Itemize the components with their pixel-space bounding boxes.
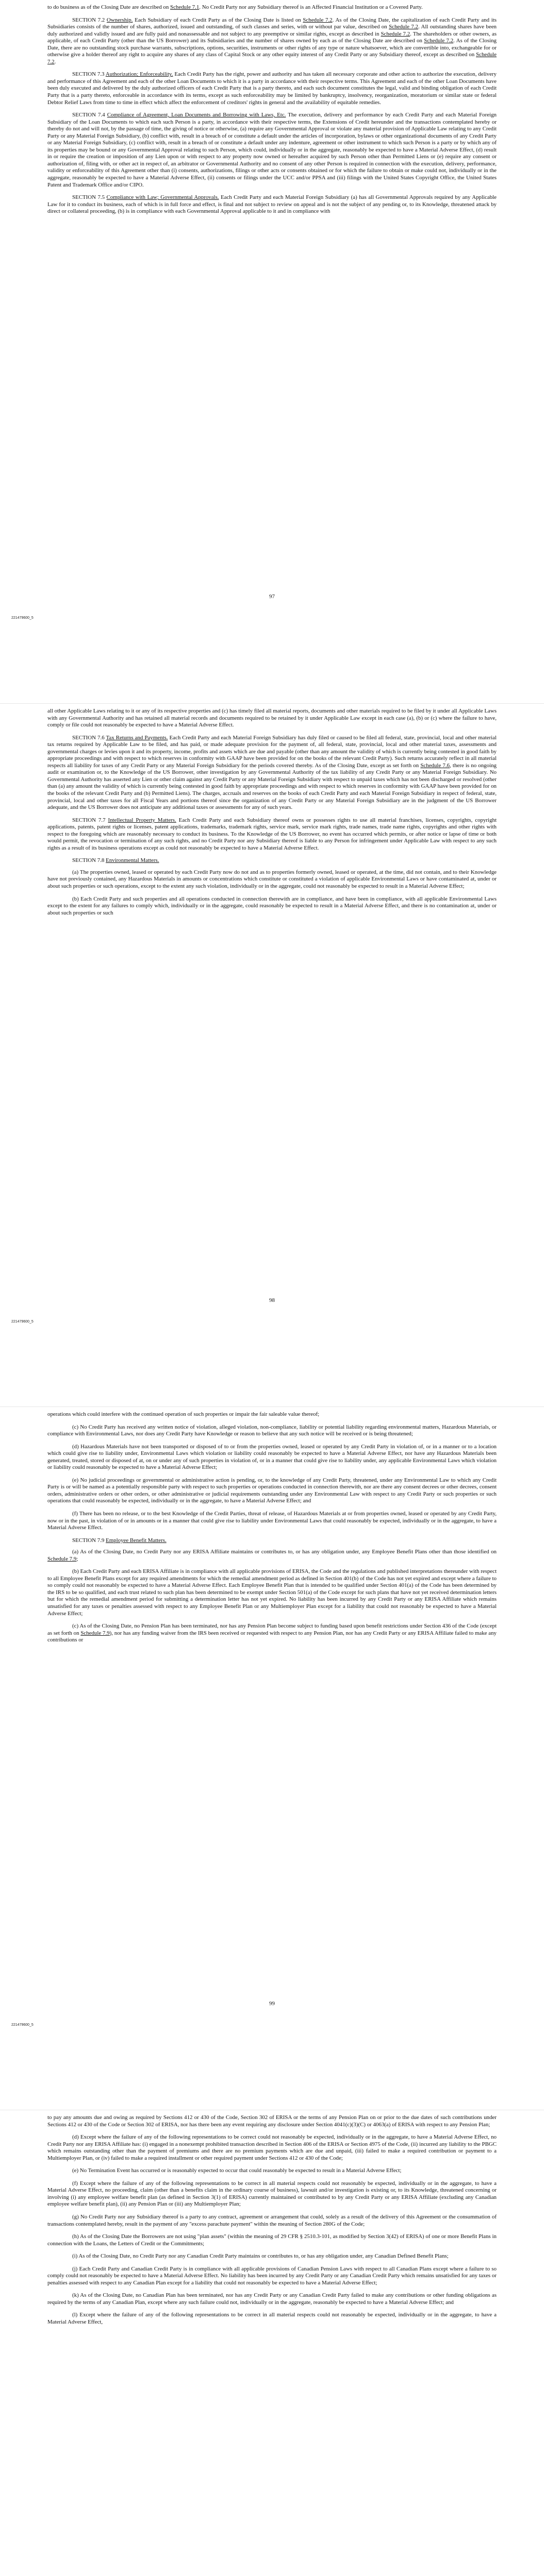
paragraph: all other Applicable Laws relating to it or any of its respective properties and (c) has timely filed all material reports, documents and other materials required to be filed by it under all Applicable Laws with any Governmental Authority and has retained all material records and documents required to be retained by it under Applicable Law except in each case (a), (b) or (c) where the failure to have, comply or file could not reasonably be expected to have a Material Adverse Effect. [47,708,497,728]
page-number: 97 [269,594,275,600]
page-number: 98 [269,1297,275,1303]
paragraph: (j) Each Credit Party and Canadian Credit Party is in compliance with all applicable provisions of Canadian Pension Laws with respect to all Canadian Plans except where a failure to so comply could not reasonably be expected to have a Material Adverse Effect. No liability has been incurred by any Credit Party or any Canadian Credit Party which remains unsatisfied for any taxes or penalties assessed with respect to any Canadian Plan except for a liability that could not reasonably be expected to have a Material Adverse Effect; [47,2265,497,2286]
paragraph: (f) Except where the failure of any of the following representations to be correct in all material respects could not reasonably be expected, individually or in the aggregate, to have a Material Adverse Effect, no proceeding, claim (other than a benefits claim in the ordinary course of business), lawsuit and/or investigation is existing or, to its Knowledge, threatened concerning or involving (i) any employee welfare benefit plan (as defined in Section 3(1) of ERISA) currently maintained or contributed to by any Credit Party or any ERISA Affiliate (excluding any Canadian employee welfare benefit plan), (ii) any Pension Plan or (iii) any Multiemployer Plan; [47,2180,497,2208]
paragraph: (d) Hazardous Materials have not been transported or disposed of to or from the properties owned, leased or operated by any Credit Party in violation of, or in a manner or to a location which could give rise to liability under, Environmental Laws which violation or liability could reasonably be expected to have a Material Adverse Effect, nor have any Hazardous Materials been generated, treated, stored or disposed of at, on or under any of such properties in violation of, or in a manner that could give rise to liability under, any applicable Environmental Laws which violation or liability could reasonably be expected to have a Material Adverse Effect; [47,1443,497,1471]
paragraph: (l) Except where the failure of any of the following representations to be correct in all material respects could not reasonably be expected, individually or in the aggregate, to have a Material Adverse Effect, [47,2312,497,2326]
paragraph: (c) As of the Closing Date, no Pension Plan has been terminated, nor has any Pension Plan become subject to funding based upon benefit restrictions under Section 436 of the Code (except as set forth on Schedule 7.9), nor has any funding waiver from the IRS been received or requested with respect to any Pension Plan, nor has any Credit Party or any ERISA Affiliate failed to make any contributions or [47,1623,497,1643]
paragraph: (a) As of the Closing Date, no Credit Party nor any ERISA Affiliate maintains or contributes to, or has any obligation under, any Employee Benefit Plans other than those identified on Schedule 7.9; [47,1549,497,1562]
document-page [0,2110,544,2576]
paragraph: SECTION 7.5 Compliance with Law; Governmental Approvals. Each Credit Party and each Material Foreign Subsidiary (a) has all Governmental Approvals required by any Applicable Law for it to conduct its business, each of which is in full force and effect, is final and not subject to review on appeal and is not the subject of any pending or, to its Knowledge, threatened attack by direct or collateral proceeding, (b) is in compliance with each Governmental Approval applicable to it and in compliance with [47,194,497,215]
paragraph: SECTION 7.3 Authorization; Enforceability. Each Credit Party has the right, power and authority and has taken all necessary corporate and other action to authorize the execution, delivery and performance of this Agreement and each of the other Loan Documents to which it is a party in accordance with their respective terms. This Agreement and each of the other Loan Documents have been duly executed and delivered by the duly authorized officers of each Credit Party that is a party thereto, and each such document constitutes the legal, valid and binding obligation of each Credit Party that is a party thereto, enforceable in accordance with its terms, except as such enforceability may be limited by bankruptcy, insolvency, reorganization, moratorium or similar state or federal Debtor Relief Laws from time to time in effect which affect the enforcement of creditors' rights in general and the availability of equitable remedies. [47,71,497,106]
paragraph: (d) Except where the failure of any of the following representations to be correct could not reasonably be expected, individually or in the aggregate, to have a Material Adverse Effect, no Credit Party nor any ERISA Affiliate has: (i) engaged in a nonexempt prohibited transaction described in Section 406 of the ERISA or Section 4975 of the Code, (ii) incurred any liability to the PBGC which remains outstanding other than the payment of premiums and there are no premium payments which are due and unpaid, (iii) failed to make a required contribution or payment to a Multiemployer Plan, or (iv) failed to make a required installment or other required payment under Sections 412 or 430 of the Code; [47,2134,497,2161]
paragraph: SECTION 7.7 Intellectual Property Matters. Each Credit Party and each Subsidiary thereof owns or possesses rights to use all material franchises, licenses, copyrights, copyright applications, patents, patent rights or licenses, patent applications, trademarks, trademark rights, service mark, service mark rights, trade names, trade name rights, copyrights and other rights with respect to the foregoing which are reasonably necessary to conduct its business. To the Knowledge of the US Borrower, no event has occurred which permits, or after notice or lapse of time or both would permit, the revocation or termination of any such rights, and no Credit Party nor any Subsidiary thereof is liable to any Person for infringement under Applicable Law with respect to any such rights as a result of its business operations except as could not reasonably be expected to have a Material Adverse Effect. [47,817,497,851]
paragraph: (b) Each Credit Party and such properties and all operations conducted in connection therewith are in compliance, and have been in compliance, with all applicable Environmental Laws except to the extent for any failures to comply which, individually or in the aggregate, could reasonably be expected to result in a Material Adverse Effect, and there is no contamination at, under or about such properties or such [47,895,497,916]
document-page [0,703,544,1406]
paragraph: (e) No judicial proceedings or governmental or administrative action is pending, or, to the knowledge of any Credit Party, threatened, under any Environmental Law to which any Credit Party is or will be named as a potentially responsible party with respect to such properties or operations conducted in connection therewith, nor are there any consent decrees or other decrees, consent orders, administrative orders or other orders, or other administrative or judicial requirements outstanding under any Environmental Law with respect to any Credit Party or such properties or such operations that could reasonably be expected, individually or in the aggregate, to have a Material Adverse Effect; and [47,1477,497,1504]
document-id: 221479600_5 [11,1320,34,1324]
paragraph: (b) Each Credit Party and each ERISA Affiliate is in compliance with all applicable provisions of ERISA, the Code and the regulations and published interpretations thereunder with respect to all Employee Benefit Plans except for any required amendments for which the remedial amendment period as defined in Section 401(b) of the Code has not yet expired and except where a failure to so comply could not reasonably be expected to have a Material Adverse Effect. Each Employee Benefit Plan that is intended to be qualified under Section 401(a) of the Code has been determined by the IRS to be so qualified, and each trust related to such plan has been determined to be exempt under Section 501(a) of the Code except for such plans that have not yet received determination letters but for which the remedial amendment period for submitting a determination letter has not yet expired. No liability has been incurred by any Credit Party or any ERISA Affiliate which remains unsatisfied for any taxes or penalties assessed with respect to any Employee Benefit Plan or any Multiemployer Plan except for a liability that could not reasonably be expected to have a Material Adverse Effect; [47,1568,497,1617]
document-page [0,1406,544,2110]
paragraph: (e) No Termination Event has occurred or is reasonably expected to occur that could reasonably be expected to result in a Material Adverse Effect; [72,2167,402,2174]
paragraph: SECTION 7.2 Ownership. Each Subsidiary of each Credit Party as of the Closing Date is listed on Schedule 7.2. As of the Closing Date, the capitalization of each Credit Party and its Subsidiaries consists of the number of shares, authorized, issued and outstanding, of such classes and series, with or without par value, described on Schedule 7.2. All outstanding shares have been duly authorized and validly issued and are fully paid and nonassessable and not subject to any preemptive or similar rights, except as described in Schedule 7.2. The shareholders or other owners, as applicable, of each Credit Party (other than the US Borrower) and its Subsidiaries and the number of shares owned by each as of the Closing Date are described on Schedule 7.2. As of the Closing Date, there are no outstanding stock purchase warrants, subscriptions, options, securities, instruments or other rights of any type or nature whatsoever, which are convertible into, exchangeable for or otherwise give a holder thereof any right to acquire any shares of any class of Capital Stock or any other equity interest of any Credit Party or any Subsidiary thereof, except as described on Schedule 7.2. [47,16,497,65]
paragraph: SECTION 7.9 Employee Benefit Matters. [72,1537,167,1544]
paragraph: to do business as of the Closing Date are described on Schedule 7.1. No Credit Party nor any Subsidiary thereof is an Affected Financial Institution or a Covered Party. [47,4,423,10]
document-id: 221479600_5 [11,616,34,620]
paragraph: (h) As of the Closing Date the Borrowers are not using "plan assets" (within the meaning of 29 CFR § 2510.3-101, as modified by Section 3(42) of ERISA) of one or more Benefit Plans in connection with the Loans, the Letters of Credit or the Commitments; [47,2233,497,2247]
page-number: 99 [269,2001,275,2007]
paragraph: SECTION 7.6 Tax Returns and Payments. Each Credit Party and each Material Foreign Subsidiary has duly filed or caused to be filed all federal, state, provincial, local and other material tax returns required by Applicable Law to be filed, and has paid, or made adequate provision for the payment of, all federal, state, provincial, local and other material taxes, assessments and governmental charges or levies upon it and its property, income, profits and assets which are due and payable (other than any amount the validity of which is currently being contested in good faith by appropriate proceedings and with respect to which reserves in conformity with GAAP have been provided for on the books of the relevant Credit Party). Such returns accurately reflect in all material respects all liability for taxes of any Credit Party or any Material Foreign Subsidiary for the periods covered thereby. As of the Closing Date, except as set forth on Schedule 7.6, there is no ongoing audit or examination or, to the Knowledge of the US Borrower, other investigation by any Governmental Authority of the tax liability of any Credit Party or any Material Foreign Subsidiary. No Governmental Authority has asserted any Lien or other claim against any Credit Party or any Material Foreign Subsidiary with respect to unpaid taxes which has not been discharged or resolved (other than (a) any amount the validity of which is currently being contested in good faith by appropriate proceedings and with respect to which reserves in conformity with GAAP have been provided for on the books of the relevant Credit Party and (b) Permitted Liens). The charges, accruals and reserves on the books of each Credit Party and each Material Foreign Subsidiary in respect of federal, state, provincial, local and other taxes for all Fiscal Years and portions thereof since the organization of any Credit Party or any Material Foreign Subsidiary are in the judgment of the US Borrower adequate, and the US Borrower does not anticipate any additional taxes or assessments for any of such years. [47,734,497,811]
paragraph: (a) The properties owned, leased or operated by each Credit Party now do not and as to properties formerly owned, leased or operated, at the time, did not contain, and to their Knowledge have not previously contained, any Hazardous Materials in amounts or concentrations which constitute or constituted a violation of applicable Environmental Laws or have contaminated at, under or about such properties or such operations, except to the extent any such violation, individually or in the aggregate, could not reasonably be expected to result in a Material Adverse Effect; [47,869,497,890]
document-page [0,0,544,703]
paragraph: to pay any amounts due and owing as required by Sections 412 or 430 of the Code, Section 302 of ERISA or the terms of any Pension Plan on or prior to the due dates of such contributions under Sections 412 or 430 of the Code or Section 302 of ERISA, nor has there been any event requiring any disclosure under Section 4041(c)(3)(C) or 4063(a) of ERISA with respect to any Pension Plan; [47,2114,497,2128]
paragraph: (c) No Credit Party has received any written notice of violation, alleged violation, non-compliance, liability or potential liability regarding environmental matters, Hazardous Materials, or compliance with Environmental Laws, nor does any Credit Party have Knowledge or reason to believe that any such notice will be received or is being threatened; [47,1423,497,1437]
document-id: 221479600_5 [11,2023,34,2027]
paragraph: SECTION 7.8 Environmental Matters. [72,857,159,864]
paragraph: (k) As of the Closing Date, no Canadian Plan has been terminated, nor has any Credit Party or any Canadian Credit Party failed to make any contributions or other funding obligations as required by the terms of any Canadian Plan, except where any such failure could not, individually or in the aggregate, reasonably be expected to have a Material Adverse Effect; and [47,2292,497,2306]
paragraph: (g) No Credit Party nor any Subsidiary thereof is a party to any contract, agreement or arrangement that could, solely as a result of the delivery of this Agreement or the consummation of transactions contemplated hereby, result in the payment of any "excess parachute payment" within the meaning of Section 280G of the Code; [47,2214,497,2227]
paragraph: (f) There has been no release, or to the best Knowledge of the Credit Parties, threat of release, of Hazardous Materials at or from properties owned, leased or operated by any Credit Party, now or in the past, in violation of or in amounts or in a manner that could give rise to liability under Environmental Laws that could reasonably be expected, individually or in the aggregate, to have a Material Adverse Effect. [47,1511,497,1531]
paragraph: operations which could interfere with the continued operation of such properties or impair the fair saleable value thereof; [47,1411,320,1417]
paragraph: (i) As of the Closing Date, no Credit Party nor any Canadian Credit Party maintains or contributes to, or has any obligation under, any Canadian Defined Benefit Plans; [72,2253,449,2260]
paragraph: SECTION 7.4 Compliance of Agreement, Loan Documents and Borrowing with Laws, Etc. The execution, delivery and performance by each Credit Party and each Material Foreign Subsidiary of the Loan Documents to which each such Person is a party, in accordance with their respective terms, the Extensions of Credit hereunder and the transactions contemplated hereby or thereby do not and will not, by the passage of time, the giving of notice or otherwise, (a) require any Governmental Approval or violate any material provision of Applicable Law relating to any Credit Party or any Material Foreign Subsidiary, (b) conflict with, result in a breach of or constitute a default under the articles of incorporation, bylaws or other organizational documents of any Credit Party or any Material Foreign Subsidiary, (c) conflict with, result in a breach of or constitute a default under any indenture, agreement or other instrument to which such Person is a party or by which any of its properties may be bound or any Governmental Approval relating to such Person, which could, individually or in the aggregate, reasonably be expected to have a Material Adverse Effect, (d) result in or require the creation or imposition of any Lien upon or with respect to any property now owned or hereafter acquired by such Person other than Permitted Liens or (e) require any consent or authorization of, filing with, or other act in respect of, an arbitrator or Governmental Authority and no consent of any other Person is required in connection with the execution, delivery, performance, validity or enforceability of this Agreement other than (i) consents, authorizations, filings or other acts or consents obtained or for which the failure to obtain or make could not, individually or in the aggregate, reasonably be expected to have a Material Adverse Effect, (ii) consents or filings under the UCC and/or PPSA and (iii) filings with the United States Copyright Office, the United States Patent and Trademark Office and/or CIPO. [47,112,497,188]
